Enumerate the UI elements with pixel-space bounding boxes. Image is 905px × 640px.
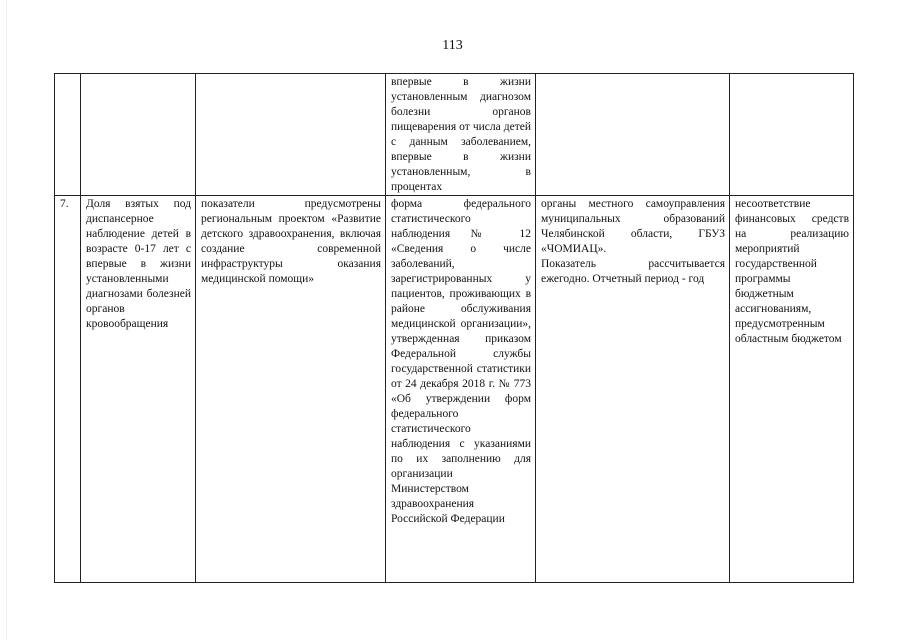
cell-method: форма федерального статистического наблюдения № 12 «Сведения о числе заболеваний, зарегистрированных у пациентов, проживающих в районе обслуживания медицинской организации», утвержденная приказом Федеральной службы государственной статистики от 24 декабря 2018 г. № 773 «Об утверждении форм федерального статистического наблюдения с указаниями по их заполнению для организации Министерством здравоохранения Российской Федерации (386, 196, 536, 583)
page-number: 113 (442, 38, 463, 53)
cell-number: 7. (55, 196, 81, 583)
cell-indicator (81, 74, 196, 196)
cell-basis: показатели предусмотрены региональным проектом «Развитие детского здравоохранения, включая создание современной инфраструктуры оказания медицинской помощи» (196, 196, 386, 583)
cell-basis (196, 74, 386, 196)
cell-risk (730, 74, 854, 196)
table-row (55, 74, 854, 196)
cell-source (536, 74, 730, 196)
cell-indicator: Доля взятых под диспансерное наблюдение детей в возрасте 0-17 лет с впервые в жизни установленными диагнозами болезней органов кровообращения (81, 196, 196, 583)
scan-edge-mark (6, 0, 7, 640)
cell-method: впервые в жизни установленным диагнозом болезни органов пищеварения от числа детей с данным заболеванием, впервые в жизни установленным, в процентах (386, 74, 536, 196)
cell-source: органы местного самоуправления муниципальных образований Челябинской области, ГБУЗ «ЧОМИАЦ». Показатель рассчитывается ежегодно. Отчетный период - год (536, 196, 730, 583)
cell-number (55, 74, 81, 196)
table-row (55, 196, 854, 583)
cell-risk: несоответствие финансовых средств на реализацию мероприятий государственной программы бюджетным ассигнованиям, предусмотренным областным бюджетом (730, 196, 854, 583)
indicator-table (54, 73, 854, 583)
